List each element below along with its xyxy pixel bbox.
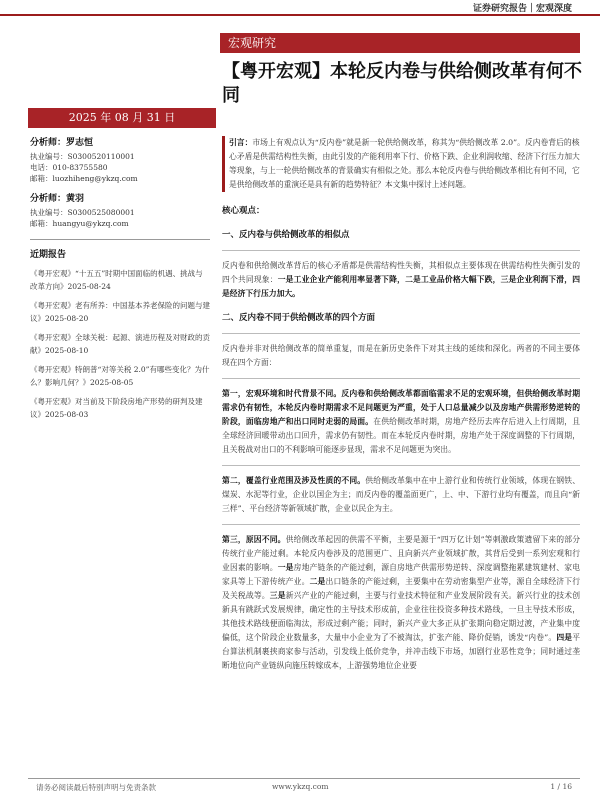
analyst-card — [30, 138, 210, 184]
paragraph: 第三，原因不同。供给侧改革起因的供需不平衡，主要是源于“四万亿计划”等刺激政策遗留下来的部分传统行业产能过剩。本轮反内卷涉及的范围更广、且向新兴产业领域扩散，其背后受到一系列宏观和行业因素的影响。一是房地产链条的产能过剩，源自房地产供需形势逆转、深度调整拖累建筑建材、家电家具等上下游传统产业。二是出口链条的产能过剩，主要集中在劳动密集型产业等，源自全球经济下行及关税战等。三是新兴产业的产能过剩，主要与行业技术特征和产业发展阶段有关。新兴行业的技术创新具有跳跃式发展规律，确定性的主导技术形成前，企业往往投资多种技术路线，一旦主导技术形成，其他技术路线便面临淘汰，形成过剩产能；同时，新兴产业大多正从扩张期向稳定期过渡，产业集中度偏低，这个阶段企业数量多，大量中小企业为了不被淘汰，扩张产能、降价促销，诱发“内卷”。四是平台算法机制裹挟商家参与活动，引发线上低价竞争，并冲击线下市场，加剧行业恶性竞争；同时通过垄断地位向产业链纵向施压转嫁成本，上游强势地位企业要 — [222, 535, 581, 670]
main-content — [222, 136, 580, 679]
page-number: 1 / 16 — [550, 782, 572, 791]
divider — [222, 465, 580, 466]
intro-box — [222, 136, 580, 192]
report-date: 2025 年 08 月 31 日 — [28, 108, 216, 128]
intro-label: 引言： — [229, 138, 253, 147]
recent-reports-title: 近期报告 — [30, 250, 67, 260]
recent-report-link[interactable]: 《粤开宏观》“十五五”时期中国面临的机遇、挑战与改革方向》2025-08-24 — [30, 269, 203, 291]
analyst-email[interactable]: 邮箱：huangyu@ykzq.com — [30, 219, 129, 228]
intro-text: 市场上有观点认为“反内卷”就是新一轮供给侧改革，称其为“供给侧改革 2.0”。反内卷背后的核心矛盾是供需结构性失衡，由此引发的产能利用率下行、价格下跌、企业利润收缩、经济下行压力加大等现象，与上一轮供给侧改革的背景确实有相似之处。那么本轮反内卷与供给侧改革相比有何不同，它是供给侧改革的重演还是具有新的趋势特征？本文集中探讨上述问题。 — [229, 138, 580, 189]
analyst-phone: 电话：010-83755580 — [30, 163, 108, 172]
analyst-email[interactable]: 邮箱：luozhiheng@ykzq.com — [30, 174, 138, 183]
page-header — [0, 0, 600, 16]
paragraph: 第一，宏观环境和时代背景不同。反内卷和供给侧改革都面临需求不足的宏观环境，但供给侧改革时期需求仍有韧性，本轮反内卷时期需求不足问题更为严重，处于人口总量减少以及房地产供需形势逆转的阶段，面临房地产和出口同时走弱的局面。在供给侧改革时期，房地产经历去库存后进入上行周期，且全球经济回暖带动出口回升，需求仍有韧性。而在本轮反内卷时期，房地产处于深度调整的下行周期，且关税战对出口的不利影响可能逐步显现，需求不足问题更为突出。 — [222, 389, 581, 454]
divider — [222, 250, 580, 251]
divider — [30, 239, 210, 240]
analyst-card — [30, 194, 210, 229]
category-bar: 宏观研究 — [220, 33, 580, 53]
divider — [222, 378, 580, 379]
recent-report-link[interactable]: 《粤开宏观》全球关税：起源、演进历程及对财政的贡献》2025-08-10 — [30, 333, 210, 355]
recent-report-link[interactable]: 《粤开宏观》对当前及下阶段房地产形势的研判及建议》2025-08-03 — [30, 397, 203, 419]
section-heading: 二、反内卷不同于供给侧改革的四个方面 — [222, 313, 376, 323]
recent-report-link[interactable]: 《粤开宏观》特朗普“对等关税 2.0”有哪些变化？为什么？影响几何？》2025-08-05 — [30, 365, 210, 387]
analyst-license: 执业编号：S0300525080001 — [30, 208, 135, 217]
paragraph: 第二，覆盖行业范围及涉及性质的不同。供给侧改革集中在中上游行业和传统行业领域，体现在钢铁、煤炭、水泥等行业，企业以国企为主；而反内卷的覆盖面更广，上、中、下游行业均有覆盖，而且向“新三样”、平台经济等新领域扩散，企业以民企为主。 — [222, 476, 580, 513]
core-title: 核心观点： — [222, 206, 265, 216]
analyst-name: 分析师：黄羽 — [30, 194, 85, 204]
divider — [222, 524, 580, 525]
report-title: 【粤开宏观】本轮反内卷与供给侧改革有何不同 — [222, 61, 582, 106]
footer-website[interactable]: www.ykzq.com — [272, 782, 329, 791]
analyst-license: 执业编号：S0300520110001 — [30, 152, 135, 161]
paragraph: 反内卷并非对供给侧改革的简单重复，而是在新历史条件下对其主线的延续和深化。两者的不同主要体现在四个方面： — [222, 344, 580, 367]
section-heading: 一、反内卷与供给侧改革的相似点 — [222, 230, 350, 240]
sidebar — [30, 138, 210, 427]
footer-disclaimer: 请务必阅读最后特别声明与免责条款 — [36, 783, 156, 792]
divider — [222, 333, 580, 334]
paragraph: 反内卷和供给侧改革背后的核心矛盾都是供需结构性失衡，其相似点主要体现在供需结构性失衡引发的四个共同现象：一是工业企业产能利用率显著下降，二是工业品价格大幅下跌，三是企业利润下滑，四是经济下行压力加大。 — [222, 261, 581, 298]
analyst-name: 分析师：罗志恒 — [30, 138, 94, 148]
header-label: 证券研究报告｜宏观深度 — [472, 4, 572, 14]
footer-divider — [28, 778, 580, 779]
recent-report-link[interactable]: 《粤开宏观》老有所养：中国基本养老保险的问题与建议》2025-08-20 — [30, 301, 210, 323]
